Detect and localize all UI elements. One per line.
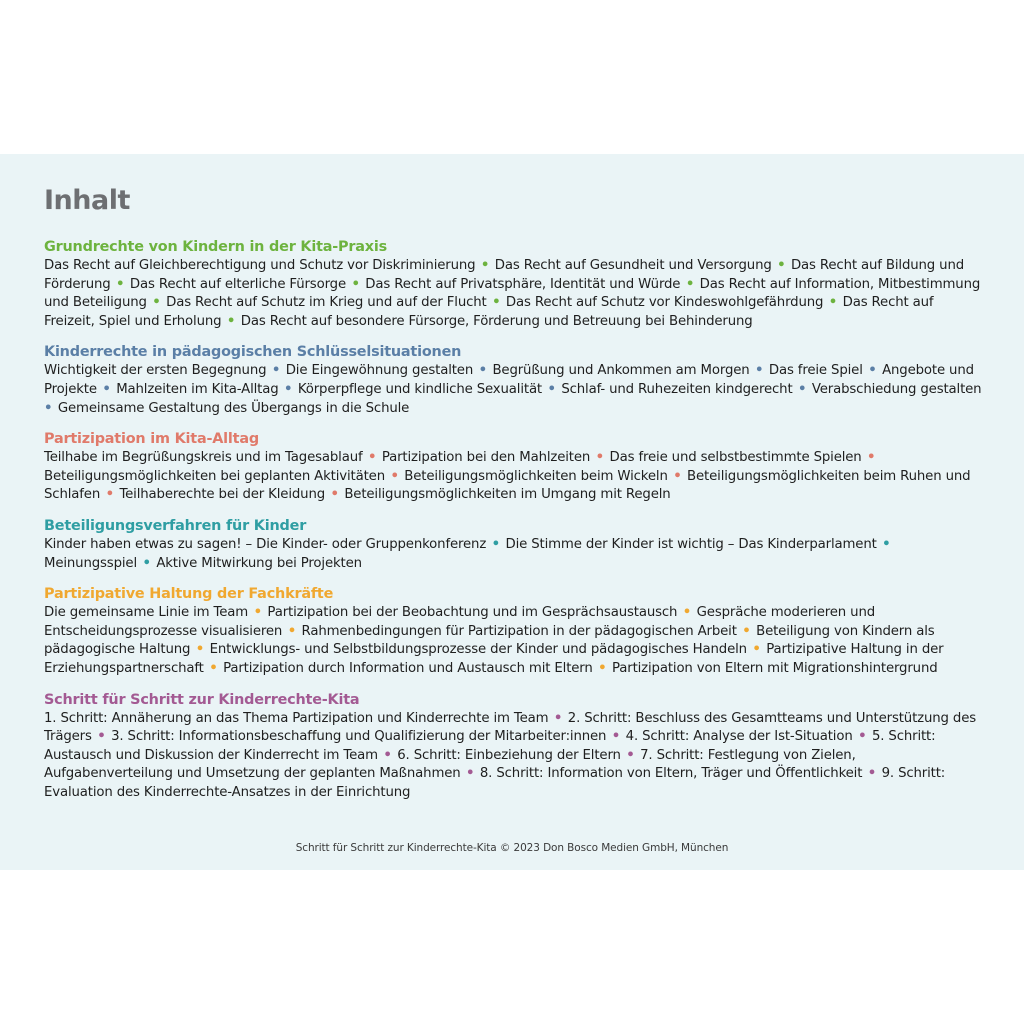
- bullet-separator-icon: •: [97, 381, 116, 397]
- toc-item: Das Recht auf Freizeit, Spiel und Erholung: [44, 295, 934, 329]
- section-heading: Partizipative Haltung der Fachkräfte: [44, 586, 334, 603]
- bullet-separator-icon: •: [747, 642, 766, 658]
- bullet-separator-icon: •: [385, 468, 404, 484]
- bullet-separator-icon: •: [111, 276, 129, 292]
- bullet-separator-icon: •: [279, 381, 297, 397]
- toc-item: 8. Schritt: Information von Eltern, Träger und Öffentlichkeit: [479, 766, 863, 782]
- toc-item: 3. Schritt: Informationsbeschaffung und Qualifizierung der Mitarbeiter:innen: [111, 729, 607, 745]
- section-items: [44, 449, 984, 505]
- bullet-separator-icon: •: [487, 295, 505, 311]
- toc-section: [44, 238, 980, 331]
- bullet-separator-icon: •: [476, 258, 494, 273]
- toc-item: Das Recht auf Bildung und Förderung: [44, 258, 965, 292]
- section-list: [44, 238, 980, 802]
- bullet-separator-icon: •: [101, 487, 119, 503]
- toc-item: Partizipation bei den Mahlzeiten: [381, 450, 591, 466]
- toc-item: Mahlzeiten im Kita-Alltag: [116, 381, 279, 397]
- toc-item: Wichtigkeit der ersten Begegnung: [44, 363, 267, 379]
- bullet-separator-icon: •: [549, 710, 567, 726]
- section-items: [44, 257, 984, 331]
- toc-item: Partizipative Haltung in der Erziehungspartnerschaft: [44, 642, 944, 676]
- bullet-separator-icon: •: [737, 623, 756, 639]
- toc-item: Angebote und Projekte: [44, 363, 974, 397]
- bullet-separator-icon: •: [863, 766, 881, 782]
- bullet-separator-icon: •: [772, 258, 790, 273]
- toc-item: Gemeinsame Gestaltung des Übergangs in die Schule: [57, 400, 410, 416]
- bullet-separator-icon: •: [668, 468, 687, 484]
- section-heading: Partizipation im Kita-Alltag: [44, 431, 259, 448]
- toc-item: 1. Schritt: Annäherung an das Thema Partizipation und Kinderrechte im Team: [44, 710, 549, 726]
- toc-section: [44, 691, 980, 803]
- section-items: [44, 362, 984, 418]
- bullet-separator-icon: •: [862, 450, 876, 466]
- toc-item: 5. Schritt: Austausch und Diskussion der Kinderrecht im Team: [44, 729, 936, 763]
- toc-item: Das Recht auf Gesundheit und Versorgung: [494, 258, 772, 273]
- bullet-separator-icon: •: [461, 766, 479, 782]
- toc-item: Meinungsspiel: [44, 555, 137, 571]
- bullet-separator-icon: •: [138, 555, 156, 571]
- toc-item: Beteiligungsmöglichkeiten beim Wickeln: [404, 468, 668, 484]
- toc-item: Das freie und selbstbestimmte Spielen: [609, 450, 862, 466]
- toc-section: [44, 585, 980, 678]
- toc-item: Die Stimme der Kinder ist wichtig – Das Kinderparlament: [505, 536, 877, 552]
- toc-item: Das Recht auf elterliche Fürsorge: [129, 276, 346, 292]
- toc-section: [44, 430, 980, 505]
- section-items: [44, 710, 984, 803]
- toc-item: Die gemeinsame Linie im Team: [44, 605, 249, 621]
- bullet-separator-icon: •: [222, 313, 240, 329]
- bullet-separator-icon: •: [44, 400, 57, 416]
- bullet-separator-icon: •: [191, 642, 209, 658]
- bullet-separator-icon: •: [92, 729, 111, 745]
- bullet-separator-icon: •: [363, 450, 381, 466]
- bullet-separator-icon: •: [681, 276, 699, 292]
- bullet-separator-icon: •: [593, 660, 611, 676]
- bullet-separator-icon: •: [487, 536, 505, 552]
- section-items: [44, 536, 984, 573]
- toc-item: Verabschiedung gestalten: [811, 381, 982, 397]
- toc-item: 9. Schritt: Evaluation des Kinderrechte-Ansatzes in der Einrichtung: [44, 766, 946, 800]
- toc-item: Das Recht auf Information, Mitbestimmung und Beteiligung: [44, 276, 981, 311]
- toc-section: [44, 517, 980, 573]
- bullet-separator-icon: •: [204, 660, 223, 676]
- bullet-separator-icon: •: [147, 295, 166, 311]
- toc-item: Beteiligungsmöglichkeiten bei geplanten Aktivitäten: [44, 468, 385, 484]
- toc-item: 2. Schritt: Beschluss des Gesamtteams und Unterstützung des Trägers: [44, 710, 977, 745]
- bullet-separator-icon: •: [249, 605, 267, 621]
- toc-item: 7. Schritt: Festlegung von Zielen, Aufgabenverteilung und Umsetzung der geplanten Maßnahmen: [44, 747, 856, 782]
- bullet-separator-icon: •: [824, 295, 842, 311]
- bullet-separator-icon: •: [543, 381, 561, 397]
- toc-item: Teilhaberechte bei der Kleidung: [119, 487, 326, 503]
- toc-item: Die Eingewöhnung gestalten: [285, 363, 474, 379]
- bullet-separator-icon: •: [607, 729, 625, 745]
- bullet-separator-icon: •: [378, 747, 397, 763]
- toc-item: Das Recht auf Schutz vor Kindeswohlgefährdung: [505, 295, 824, 311]
- bullet-separator-icon: •: [877, 536, 891, 552]
- toc-item: Kinder haben etwas zu sagen! – Die Kinder- oder Gruppenkonferenz: [44, 536, 487, 552]
- bullet-separator-icon: •: [326, 487, 344, 503]
- toc-item: Schlaf- und Ruhezeiten kindgerecht: [561, 381, 793, 397]
- toc-item: Das Recht auf besondere Fürsorge, Förderung und Betreuung bei Behinderung: [240, 313, 753, 329]
- toc-item: 4. Schritt: Analyse der Ist-Situation: [625, 729, 853, 745]
- toc-item: Das freie Spiel: [768, 363, 863, 379]
- section-heading: Beteiligungsverfahren für Kinder: [44, 517, 307, 534]
- toc-item: Partizipation durch Information und Austausch mit Eltern: [223, 660, 593, 676]
- footer-copyright: Schritt für Schritt zur Kinderrechte-Kita © 2023 Don Bosco Medien GmbH, München: [295, 842, 729, 854]
- bullet-separator-icon: •: [853, 729, 871, 745]
- bullet-separator-icon: •: [267, 363, 285, 379]
- toc-item: Entwicklungs- und Selbstbildungsprozesse der Kinder und pädagogisches Handeln: [209, 642, 747, 658]
- bullet-separator-icon: •: [750, 363, 768, 379]
- bullet-separator-icon: •: [591, 450, 609, 466]
- toc-item: Teilhabe im Begrüßungskreis und im Tagesablauf: [44, 450, 363, 466]
- bullet-separator-icon: •: [863, 363, 882, 379]
- section-heading: Schritt für Schritt zur Kinderrechte-Kita: [44, 691, 360, 708]
- page-title: Inhalt: [44, 185, 130, 216]
- toc-item: Das Recht auf Gleichberechtigung und Schutz vor Diskriminierung: [44, 258, 476, 273]
- bullet-separator-icon: •: [474, 363, 492, 379]
- section-heading: Kinderrechte in pädagogischen Schlüsselsituationen: [44, 344, 462, 361]
- toc-item: Beteiligungsmöglichkeiten beim Ruhen und Schlafen: [44, 468, 971, 503]
- toc-item: 6. Schritt: Einbeziehung der Eltern: [397, 747, 621, 763]
- toc-item: Partizipation bei der Beobachtung und im Gesprächsaustausch: [267, 605, 678, 621]
- bullet-separator-icon: •: [621, 747, 640, 763]
- section-heading: Grundrechte von Kindern in der Kita-Praxis: [44, 239, 387, 255]
- toc-item: Körperpflege und kindliche Sexualität: [297, 381, 542, 397]
- toc-item: Aktive Mitwirkung bei Projekten: [156, 555, 362, 571]
- bullet-separator-icon: •: [793, 381, 811, 397]
- section-items: [44, 604, 984, 678]
- bullet-separator-icon: •: [346, 276, 365, 292]
- toc-item: Gespräche moderieren und Entscheidungsprozesse visualisieren: [44, 605, 876, 639]
- toc-item: Das Recht auf Privatsphäre, Identität und Würde: [365, 276, 681, 292]
- bullet-separator-icon: •: [283, 623, 301, 639]
- bullet-separator-icon: •: [678, 605, 696, 621]
- contents-panel: [0, 154, 1024, 870]
- toc-section: [44, 343, 980, 418]
- toc-item: Beteiligungsmöglichkeiten im Umgang mit Regeln: [344, 487, 671, 503]
- toc-item: Partizipation von Eltern mit Migrationshintergrund: [611, 660, 938, 676]
- toc-item: Rahmenbedingungen für Partizipation in der pädagogischen Arbeit: [301, 623, 737, 639]
- toc-item: Begrüßung und Ankommen am Morgen: [492, 363, 750, 379]
- toc-item: Beteiligung von Kindern als pädagogische Haltung: [44, 623, 935, 658]
- toc-item: Das Recht auf Schutz im Krieg und auf der Flucht: [166, 295, 487, 311]
